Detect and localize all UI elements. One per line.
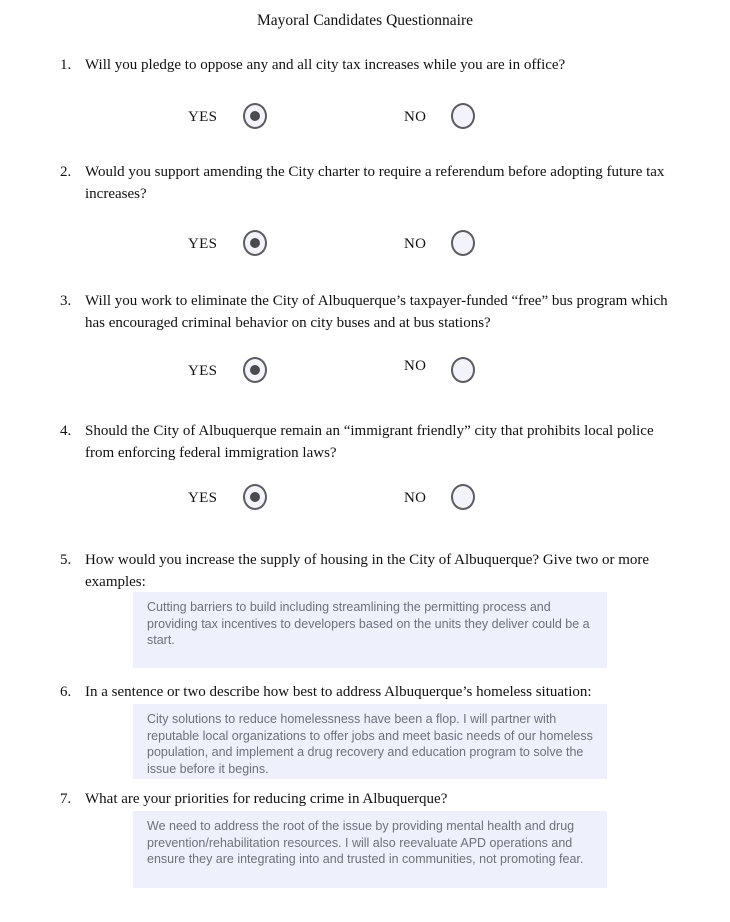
radio-yes[interactable] [243,484,267,510]
radio-no[interactable] [451,484,475,510]
question-5 [60,549,676,593]
no-label: NO [404,358,427,374]
question-text: Will you pledge to oppose any and all city tax increases while you are in office? [85,57,566,73]
radio-no[interactable] [451,103,475,129]
question-6 [60,681,676,703]
question-number: 5. [60,552,72,568]
question-text: Will you work to eliminate the City of Albuquerque’s taxpayer-funded “free” bus program which has encouraged criminal behavior on city buses and at bus stations? [85,293,668,331]
answer-text: Cutting barriers to build including streamlining the permitting process and providing tax incentives to developers based on the units they deliver could be a start. [147,600,590,647]
no-label: NO [404,236,427,252]
radio-no[interactable] [451,357,475,383]
radio-yes[interactable] [243,230,267,256]
question-2-radio-group [0,230,730,258]
no-label: NO [404,109,427,125]
answer-textarea-q7[interactable] [133,811,607,888]
answer-text: City solutions to reduce homelessness have been a flop. I will partner with reputable local organizations to offer jobs and meet basic needs of our homeless population, and implement a drug recovery and education program to solve the issue before it begins. [147,712,593,776]
question-text: In a sentence or two describe how best to address Albuquerque’s homeless situation: [85,684,592,700]
question-number: 2. [60,164,72,180]
question-4 [60,420,676,464]
radio-no[interactable] [451,230,475,256]
page-title: Mayoral Candidates Questionnaire [256,12,474,29]
question-3-radio-group [0,357,730,385]
question-number: 3. [60,293,72,309]
radio-yes[interactable] [243,357,267,383]
yes-label: YES [188,109,218,125]
question-text: Should the City of Albuquerque remain an “immigrant friendly” city that prohibits local police from enforcing federal immigration laws? [85,423,654,461]
yes-label: YES [188,490,218,506]
answer-textarea-q6[interactable] [133,704,607,779]
yes-label: YES [188,236,218,252]
question-7 [60,788,676,810]
question-number: 7. [60,791,72,807]
question-text: What are your priorities for reducing crime in Albuquerque? [85,791,448,807]
question-4-radio-group [0,484,730,512]
answer-textarea-q5[interactable] [133,592,607,668]
question-3 [60,290,676,334]
question-number: 6. [60,684,72,700]
radio-dot-icon [250,492,260,502]
question-2 [60,161,676,205]
radio-dot-icon [250,238,260,248]
yes-label: YES [188,363,218,379]
no-label: NO [404,490,427,506]
question-number: 1. [60,57,72,73]
question-text: Would you support amending the City charter to require a referendum before adopting future tax increases? [85,164,665,202]
question-number: 4. [60,423,72,439]
radio-dot-icon [250,365,260,375]
question-1 [60,54,676,76]
radio-dot-icon [250,111,260,121]
radio-yes[interactable] [243,103,267,129]
answer-text: We need to address the root of the issue by providing mental health and drug prevention/rehabilitation resources. I will also reevaluate APD operations and ensure they are integrating into and trusted in communities, not promoting fear. [147,819,584,866]
question-1-radio-group [0,103,730,131]
question-text: How would you increase the supply of housing in the City of Albuquerque? Give two or more examples: [85,552,650,590]
